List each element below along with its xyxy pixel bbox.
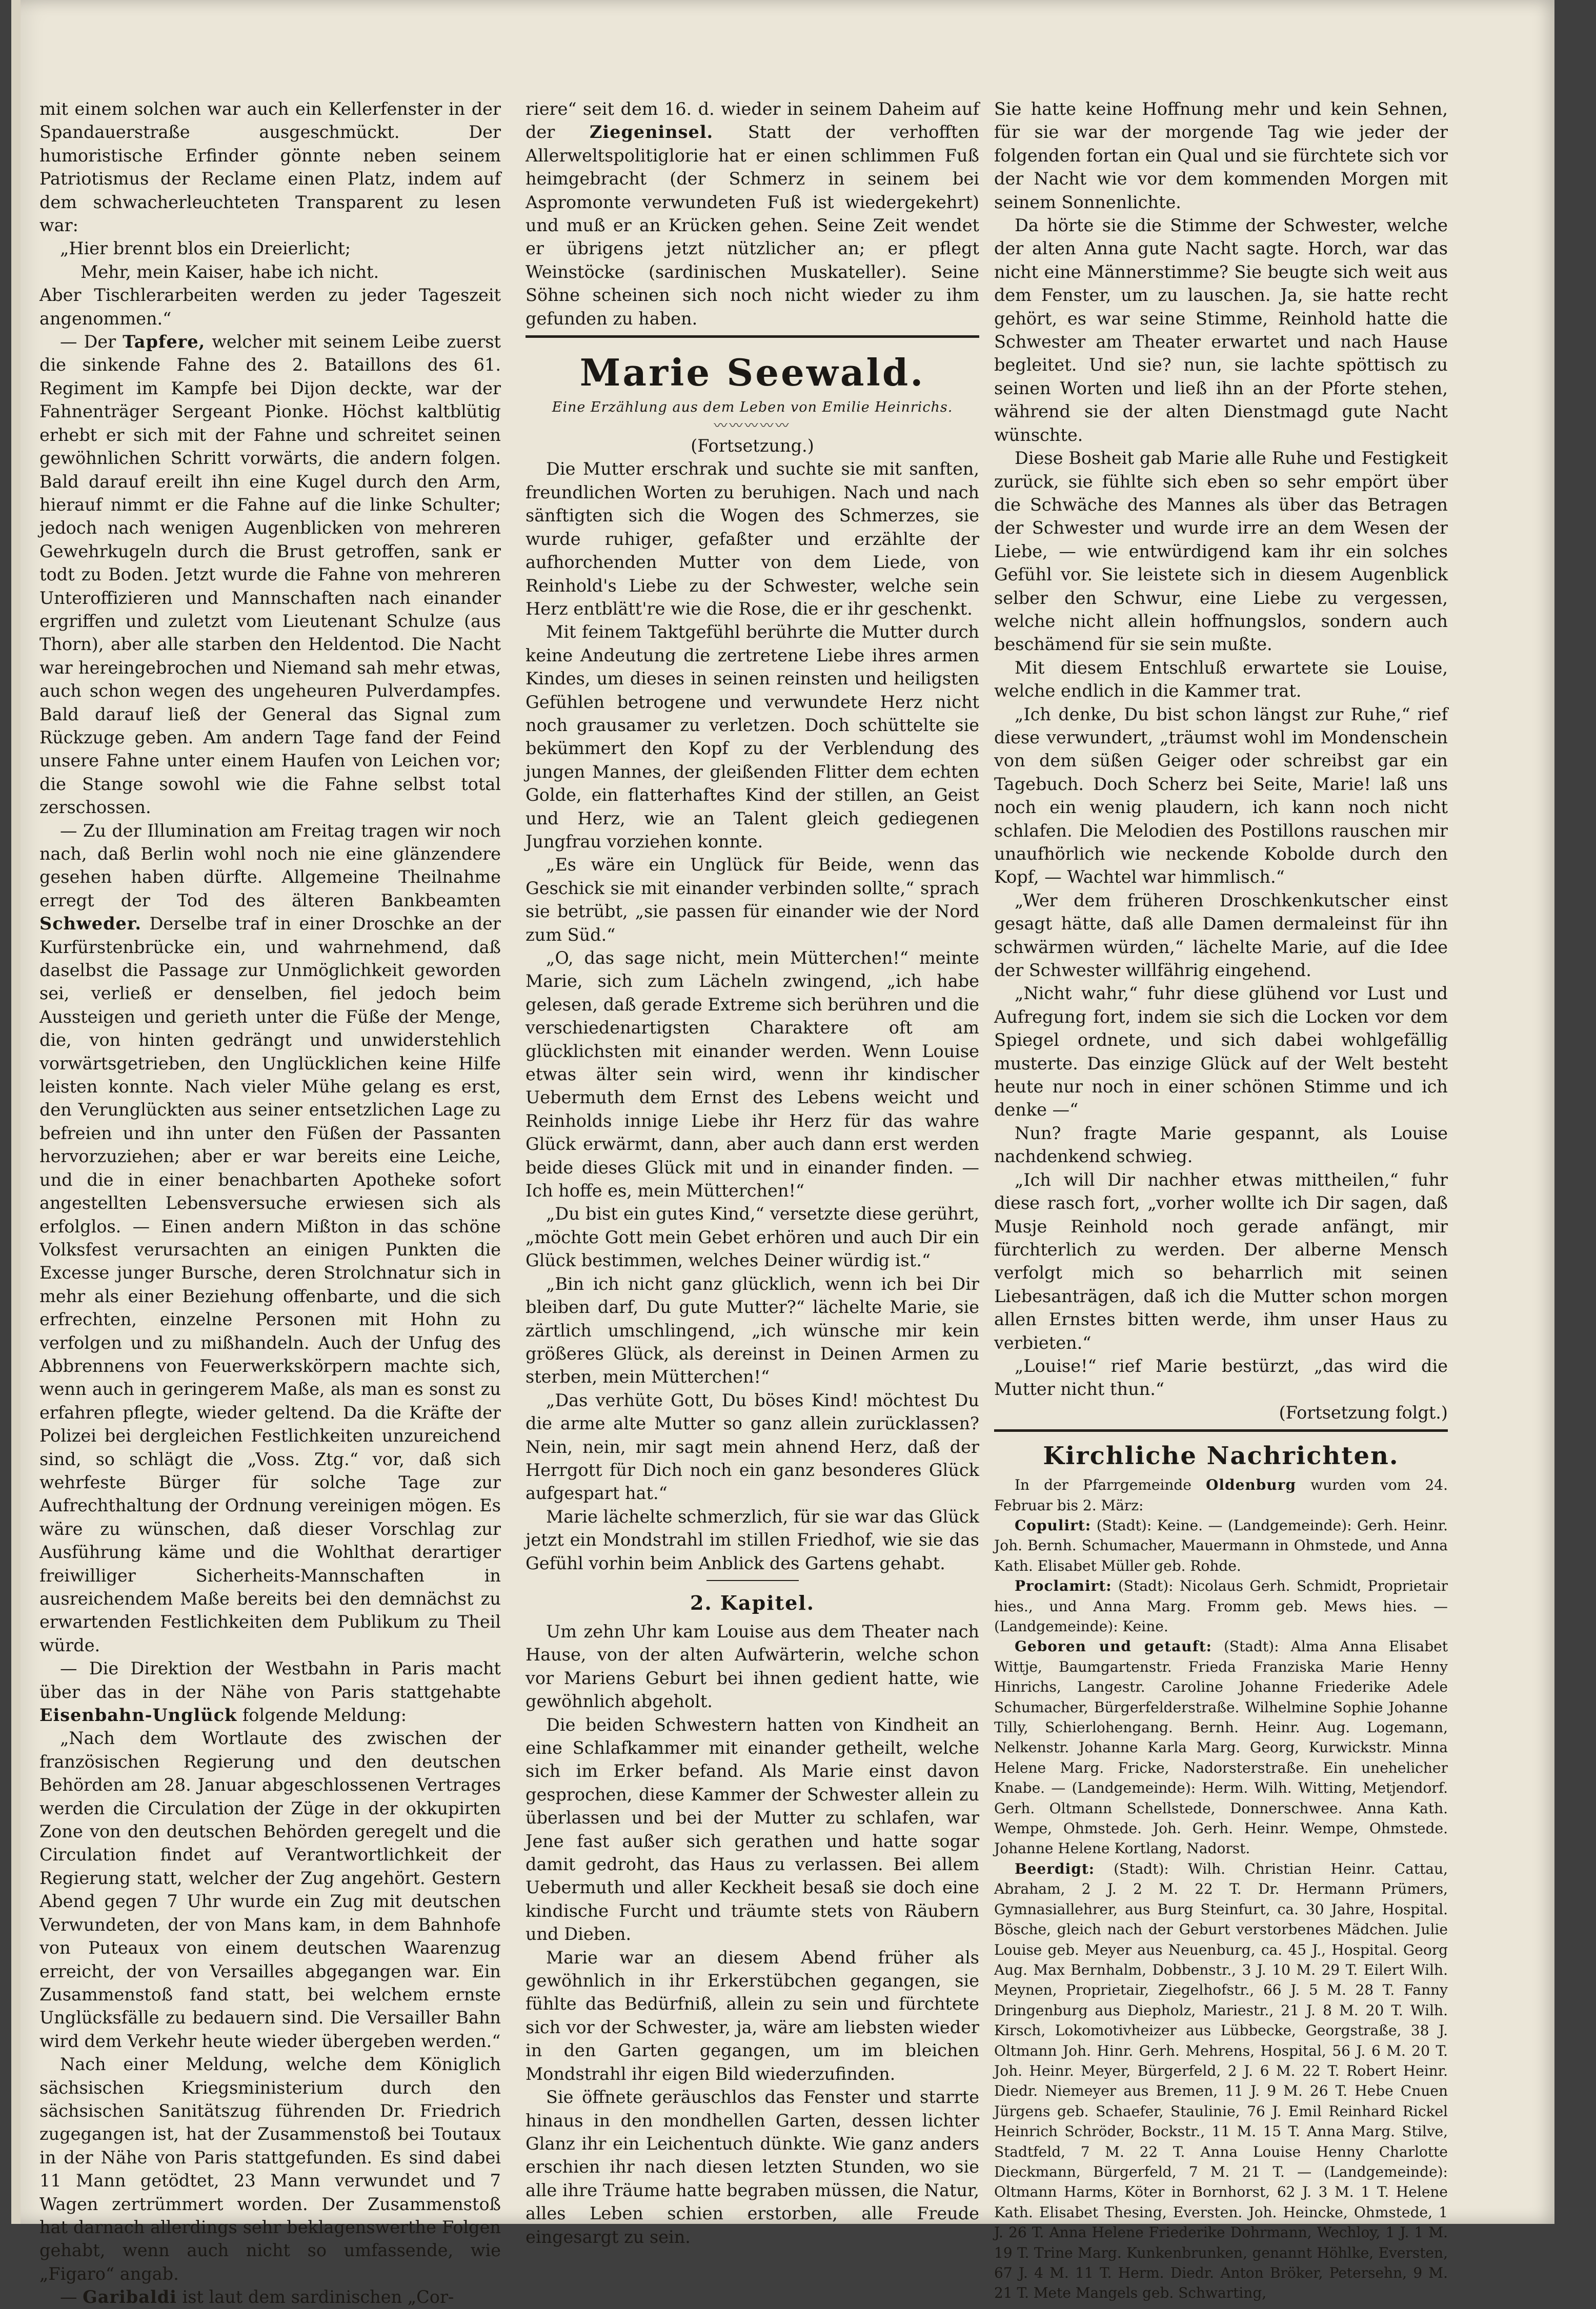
church-beerdigt-text: (Stadt): Wilh. Christian Heinr. Cattau, Abraham, 2 J. 2 M. 22 T. Dr. Hermann Prümers, Gymnasiallehrer, aus Burg Steinfurt, ca. 30 Jahre, Hospital. Bösche, gleich nach der Geburt verstorbenes Mädchen. Julie Louise geb. Meyer aus Neuenburg, ca. 45 J., Hospital. Georg Aug. Max Bernhalm, Dobbenstr., 3 J. 10 M. 29 T. Eilert Wilh. Meynen, Proprietair, Ziegelhofstr., 66 J. 5 M. 28 T. Fanny Dringenburg aus Diepholz, Mariestr., 21 J. 8 M. 20 T. Wilh. Kirsch, Lokomotivheizer aus Lübbecke, Georgstraße, 38 J. Oltmann Joh. Hinr. Gerh. Mehrens, Hospital, 56 J. 6 M. 20 T. Joh. Heinr. Meyer, Bürgerfeld, 2 J. 6 M. 22 T. Robert Heinr. Diedr. Niemeyer aus Bremen, 11 J. 9 M. 26 T. Hebe Cnuen Jürgens geb. Schaefer, Staulinie, 76 J. Emil Reinhard Rickel Heinrich Schröder, Bockstr., 11 M. 15 T. Anna Marg. Stilve, Stadtfeld, 7 M. 22 T. Anna Louise Henny Charlotte Dieckmann, Bürgerfeld, 7 M. 21 T. — (Landgemeinde): Oltmann Harms, Köter in Bornhorst, 62 J. 3 M. 1 T. Helene Kath. Elisabet Thesing, Eversten. Joh. Heincke, Ohmstede, 1 J. 26 T. Anna Helene Friederike Dohrmann, Wechloy, 1 J. 1 M. 19 T. Trine Marg. Kunkenbrunken, genannt Höhlke, Eversten, 67 J. 4 M. 11 T. Herm. Diedr. Anton Bröker, Petersehn, 9 M. 21 T. Mete Mangels geb. Schwarting, [994,1860,1448,2302]
article-garibaldi-body: ist laut dem sardinischen „Cor- [176,2287,454,2307]
column-middle [526,97,979,2249]
church-geboren-text: (Stadt): Alma Anna Elisabet Wittje, Baumgartenstr. Frieda Franziska Marie Henny Hinrichs, Langestr. Caroline Johanne Friederike Adele Schumacher, Bürgerfelderstraße. Wilhelmine Sophie Johanne Tilly, Schierlohengang. Bernh. Heinr. Aug. Logemann, Nelkenstr. Johanne Karla Marg. Georg, Kurwickstr. Minna Helene Marg. Fricke, Nadorsterstraße. Ein unehelicher Knabe. — (Landgemeinde): Herm. Wilh. Witting, Metjendorf. Gerh. Oltmann Schellstede, Donnerschwee. Anna Kath. Wempe, Ohmstede. Joh. Gerh. Heinr. Wempe, Ohmstede. Johanne Helene Kortlang, Nadorst. [994,1638,1448,1857]
story-paragraph: Marie lächelte schmerzlich, für sie war das Glück jetzt ein Mondstrahl im stillen Friedhof, wie sie das Gefühl vorhin beim Anblick des Gartens gehabt. [526,1506,979,1573]
church-intro-b: wurden vom 24. Februar bis 2. März: [994,1476,1448,1514]
label-copulirt: Copulirt: [1015,1516,1092,1534]
story-paragraph: „Es wäre ein Unglück für Beide, wenn das Geschick sie mit einander verbinden sollte,“ sprach sie betrübt, „sie passen für einander wie der Nord zum Süd.“ [526,855,979,945]
story-paragraph: Mit diesem Entschluß erwartete sie Louise, welche endlich in die Kammer trat. [994,657,1448,701]
story-paragraph: „O, das sage nicht, mein Mütterchen!“ meinte Marie, sich zum Lächeln zwingend, „ich habe gelesen, daß gerade Extreme sich berühren und die verschiedenartigsten Charaktere oft am glücklichsten mit einander werden. Wenn Louise etwas älter sein wird, wenn ihr kindischer Uebermuth dem Ernst des Lebens weicht und Reinholds innige Liebe ihr Herz für das wahre Glück erwärmt, dann, aber auch dann erst werden beide dieses Glück mit und in einander finden. — Ich hoffe es, mein Mütterchen!“ [526,948,979,1201]
article-garibaldi-body-b: Statt der verhofften Allerweltspolitiglorie hat er einen schlimmen Fuß heimgebracht (der Schmerz in seinem bei Aspromonte verwundeten Fuß ist wiedergekehrt) und muß er an Krücken gehen. Seine Zeit wendet er übrigens jetzt nützlicher an; er pflegt Weinstöcke (sardinischen Muskateller). Seine Söhne scheinen sich noch nicht wieder zu ihm gefunden zu haben. [526,122,979,329]
keyword-eisenbahn-unglueck: Eisenbahn-Unglück [39,1705,237,1726]
continuation-note: (Fortsetzung.) [691,436,814,456]
chapter-heading: 2. Kapitel. [690,1591,815,1614]
page-edge [11,0,21,2224]
church-geboren [994,1636,1448,1858]
story-paragraph: „Du bist ein gutes Kind,“ versetzte diese gerührt, „möchte Gott mein Gebet erhören und auch Dir ein Glück bestimmen, welches Deiner würdig ist.“ [526,1204,979,1271]
label-geboren: Geboren und getauft: [1015,1638,1212,1655]
church-copulirt-text: (Stadt): Keine. — (Landgemeinde): Gerh. Heinr. Joh. Bernh. Schumacher, Mauermann in Ohmstede, und Anna Kath. Elisabet Müller geb. Rohde. [994,1516,1448,1574]
newspaper-page [11,0,1554,2307]
story-paragraph: „Wer dem früheren Droschkenkutscher einst gesagt hätte, daß alle Damen dermaleinst für ihn schwärmen würden,“ lächelte Marie, auf die Idee der Schwester willfährig eingehend. [994,890,1448,981]
keyword-schweder: Schweder. [39,914,142,934]
keyword-oldenburg: Oldenburg [1206,1476,1297,1494]
story-paragraph: „Ich will Dir nachher etwas mittheilen,“ fuhr diese rasch fort, „vorher wollte ich Dir sagen, daß Musje Reinhold noch gerade anfängt, mir fürchterlich zu werden. Der alberne Mensch verfolgt mich so beharrlich mit seinen Liebesanträgen, daß ich die Mutter schon morgen allen Ernstes bitten werde, ihm unser Haus zu verbieten.“ [994,1169,1448,1353]
article-lead: — [60,2287,83,2307]
story-paragraph: Nun? fragte Marie gespannt, als Louise nachdenkend schwieg. [994,1123,1448,1167]
label-proclamirt: Proclamirt: [1015,1577,1112,1595]
story-title: Marie Seewald. [579,351,925,395]
story-subtitle: Eine Erzählung aus dem Leben von Emilie Heinrichs. [552,399,953,416]
article-tapfere [39,330,501,819]
paragraph-tischlerarbeiten: Aber Tischlerarbeiten werden zu jeder Tageszeit angenommen.“ [39,285,501,329]
article-westbahn-saxon: Nach einer Meldung, welche dem Königlich sächsischen Kriegsministerium durch den sächsischen Sanitätszug führenden Dr. Friedrich zugegangen ist, hat der Zusammenstoß bei Toutaux in der Nähe von Paris stattgefunden. Es sind dabei 11 Mann getödtet, 23 Mann verwundet und 7 Wagen zertrümmert worden. Der Zusammenstoß hat darnach allerdings sehr beklagenswerthe Folgen gehabt, wenn auch nicht so umfassende, wie „Figaro“ angab. [39,2054,501,2284]
story-paragraph: „Ich denke, Du bist schon längst zur Ruhe,“ rief diese verwundert, „träumst wohl im Mondenschein von dem süßen Geiger oder schreibst gar ein Tagebuch. Doch Scherz bei Seite, Marie! laß uns noch ein wenig plaudern, ich kann noch nicht schlafen. Die Melodien des Postillons rauschen mir unaufhörlich wie neckende Kobolde durch den Kopf, — Wachtel war himmlisch.“ [994,704,1448,887]
keyword-ziegeninsel: Ziegeninsel. [589,122,714,143]
article-garibaldi [39,2285,501,2308]
church-intro-a: In der Pfarrgemeinde [1015,1476,1206,1494]
church-news-intro [994,1475,1448,1515]
article-westbahn-body-b: folgende Meldung: [237,1705,407,1726]
story-paragraph: Die Mutter erschrak und suchte sie mit sanften, freundlichen Worten zu beruhigen. Nach und nach sänftigten sich die Wogen des Schmerzes, sie wurde ruhiger, gefaßter und erzählte der aufhorchenden Mutter von dem Liede, von Reinhold's Liebe zu der Schwester, welche sein Herz entblätt're wie die Rose, die er ihr geschenkt. [526,459,979,619]
section-divider [994,1429,1448,1432]
church-news-title: Kirchliche Nachrichten. [1043,1442,1399,1471]
article-illumination [39,819,501,1657]
ornament-divider: 〰〰〰〰〰 [714,418,791,434]
story-paragraph: Mit feinem Taktgefühl berührte die Mutter durch keine Andeutung die zertretene Liebe ihres armen Kindes, um dieses in seinen reinsten und heiligsten Gefühlen betrogene und verwundete Herz nicht noch grausamer zu verletzen. Doch schüttelte sie bekümmert den Kopf zu der Verblendung des jungen Mannes, der gleißenden Flitter dem echten Golde, ein flatterhaftes Kind der stillen, an Geist und Herz, wie an Talent gleich gediegenen Jungfrau vorziehen konnte. [526,622,979,852]
article-illumination-body-a: — Zu der Illumination am Freitag tragen wir noch nach, daß Berlin wohl noch nie eine glänzendere gesehen haben dürfte. Allgemeine Theilnahme erregt der Tod des älteren Bankbeamten [39,820,501,910]
keyword-tapfere: Tapfere, [123,332,206,352]
article-garibaldi-continued [526,97,979,330]
article-lead: — Der [60,332,123,352]
story-paragraph: Marie war an diesem Abend früher als gewöhnlich in ihr Erkerstübchen gegangen, sie fühlte das Bedürfniß, allein zu sein und fürchtete sich vor der Schwester, ja, wäre am liebsten wieder in den Garten gegangen, um im bleichen Mondstrahl ihr eigen Bild wiederzufinden. [526,1947,979,2084]
article-westbahn-body-a: — Die Direktion der Westbahn in Paris macht über das in der Nähe von Paris stattgehabte [39,1658,501,1702]
article-westbahn-quote: „Nach dem Wortlaute des zwischen der französischen Regierung und den deutschen Behörden am 28. Januar abgeschlossenen Vertrages werden die Circulation der Züge in der okkupirten Zone von den deutschen Behörden geregelt und die Circulation findet auf Verantwortlichkeit der Regierung statt, welcher der Zug angehört. Gestern Abend gegen 7 Uhr wurde ein Zug mit deutschen Verwundeten, der von Mans kam, in dem Bahnhofe von Puteaux von einem deutschen Waarenzug erreicht, der von Versailles abgegangen war. Ein Zusammenstoß fand statt, bei welchem ernste Unglücksfälle zu bedauern sind. Die Versailler Bahn wird dem Verkehr heute wieder übergeben werden.“ [39,1728,501,2051]
verse-line-1: „Hier brennt blos ein Dreierlicht; [60,238,351,259]
verse-line-2: Mehr, mein Kaiser, habe ich nicht. [80,261,379,282]
story-paragraph: Um zehn Uhr kam Louise aus dem Theater nach Hause, von der alten Aufwärterin, welche schon vor Mariens Geburt bei ihnen gedient hatte, wie gewöhnlich abgeholt. [526,1621,979,1712]
article-illumination-body-b: Derselbe traf in einer Droschke an der Kurfürstenbrücke ein, und wahrnehmend, daß daselbst die Passage zur Unmöglichkeit geworden sei, verließ er denselben, fiel jedoch beim Aussteigen und gerieth unter die Füße der Menge, die, von hinten gedrängt und unwiderstehlich vorwärtsgetrieben, den Unglücklichen keine Hilfe leisten konnte. Nach vieler Mühe gelang es erst, den Verunglückten aus seiner entsetzlichen Lage zu befreien und ihn unter den Füßen der Passanten hervorzuziehen; aber er war bereits eine Leiche, und die in einer benachbarten Apotheke sofort angestellten Lebensversuche erwiesen sich als erfolglos. — Einen andern Mißton in das schöne Volksfest verursachten an einigen Punkten die Excesse junger Bursche, deren Strolchnatur sich in mehr als einer Beziehung offenbarte, und die sich erfrechten, einzelne Personen mit Hohn zu verfolgen und zu mißhandeln. Auch der Unfug des Abbrennens von Feuerwerkskörpern machte sich, wenn auch in geringerem Maße, als man es sonst zu erfahren pflegte, wieder geltend. Da die Kräfte der Polizei bei dergleichen Festlichkeiten unzureichend sind, so schlägt die „Voss. Ztg.“ vor, daß sich wehrfeste Bürger für solche Tage zur Aufrechthaltung der Ordnung vereinigen mögen. Es wäre zu wünschen, daß dieser Vorschlag zur Ausführung käme und die Wohlthat derartiger freiwilliger Sicherheits-Mannschaften in ausreichendem Maße bereits bei den demnächst zu erwartenden Festlichkeiten dem Publikum zu Theil würde. [39,914,501,1655]
article-tapfere-body: welcher mit seinem Leibe zuerst die sinkende Fahne des 2. Bataillons des 61. Regiment im Kampfe bei Dijon deckte, war der Fahnenträger Sergeant Pionke. Höchst kaltblütig erhebt er sich mit der Fahne und schreitet seinen gewöhnlichen Schritt vorwärts, die andern folgen. Bald darauf ereilt ihn eine Kugel durch den Arm, hierauf nimmt er die Fahne auf die linke Schulter; jedoch nach wenigen Augenblicken von mehreren Gewehrkugeln durch die Brust getroffen, sank er todt zu Boden. Jetzt wurde die Fahne von mehreren Unteroffizieren und Mannschaften nach einander ergriffen und zuletzt vom Lieutenant Schulze (aus Thorn), aber alle starben den Heldentod. Die Nacht war hereingebrochen und Niemand sah mehr etwas, auch schon wegen des ungeheuren Pulverdampfes. Bald darauf ließ der General das Signal zum Rückzuge geben. Am andern Tage fand der Feind unsere Fahne unter einem Haufen von Leichen vor; die Stange sowohl wie die Fahne selbst total zerschossen. [39,332,501,818]
church-copulirt [994,1515,1448,1576]
church-news-body [994,1475,1448,2303]
chapter-divider [706,1580,799,1581]
keyword-garibaldi: Garibaldi [83,2287,177,2307]
article-westbahn [39,1657,501,1727]
story-paragraph: Sie hatte keine Hoffnung mehr und kein Sehnen, für sie war der morgende Tag wie jeder der folgenden fortan ein Qual und sie fürchtete sich vor der Nacht wie vor dem kommenden Morgen mit seinem Sonnenlichte. [994,99,1448,212]
section-divider [526,335,979,338]
story-paragraph: „Das verhüte Gott, Du böses Kind! möchtest Du die arme alte Mutter so ganz allein zurücklassen? Nein, nein, mir sagt mein ahnend Herz, daß der Herrgott für Dich noch ein ganz besonderes Glück aufgespart hat.“ [526,1390,979,1504]
story-paragraph: Sie öffnete geräuschlos das Fenster und starrte hinaus in den mondhellen Garten, dessen lichter Glanz ihr ein Leichentuch dünkte. Wie ganz anders erschien ihr nach diesen letzten Stunden, wo sie alle ihre Träume hatte begraben müssen, die Natur, alles Leben schien erstorben, alle Freude eingesargt zu sein. [526,2087,979,2247]
article-garibaldi-body-a: riere“ seit dem 16. d. wieder in seinem Daheim auf der [526,99,979,143]
story-paragraph: „Bin ich nicht ganz glücklich, wenn ich bei Dir bleiben darf, Du gute Mutter?“ lächelte Marie, sie zärtlich umschlingend, „ich wünsche mir kein größeres Glück, als dereinst in Deinen Armen zu sterben, mein Mütterchen!“ [526,1273,979,1387]
story-paragraph: Diese Bosheit gab Marie alle Ruhe und Festigkeit zurück, sie fühlte sich eben so sehr empört über die Schwäche des Mannes als über das Betragen der Schwester und wurde irre an dem Wesen der Liebe, — wie entwürdigend kam ihr ein solches Gefühl vor. Sie leistete sich in diesem Augenblick selber den Schwur, eine Liebe zu vergessen, welche nicht allein hoffnungslos, sondern auch beschämend für sie sein mußte. [994,448,1448,655]
story-paragraph: „Louise!“ rief Marie bestürzt, „das wird die Mutter nicht thun.“ [994,1355,1448,1400]
to-be-continued-note: (Fortsetzung folgt.) [1279,1402,1448,1423]
church-proclamirt [994,1576,1448,1636]
column-right [994,97,1448,2303]
church-proclamirt-text: (Stadt): Nicolaus Gerh. Schmidt, Proprietair hies., und Anna Marg. Fromm geb. Mews hies. — (Landgemeinde): Keine. [994,1577,1448,1635]
story-paragraph: Die beiden Schwestern hatten von Kindheit an eine Schlafkammer mit einander getheilt, welche sich im Erker befand. Als Marie einst davon gesprochen, diese Kammer der Schwester allein zu überlassen und bei der Mutter zu schlafen, war Jene fast außer sich gerathen und hatte sogar damit gedroht, das Haus zu verlassen. Bei allem Uebermuth und aller Keckheit besaß sie doch eine kindische Furcht und träumte stets von Räubern und Dieben. [526,1714,979,1945]
column-left [39,97,501,2309]
label-beerdigt: Beerdigt: [1015,1860,1095,1877]
church-beerdigt [994,1859,1448,2303]
story-paragraph: Da hörte sie die Stimme der Schwester, welche der alten Anna gute Nacht sagte. Horch, war das nicht eine Männerstimme? Sie beugte sich weit aus dem Fenster, um zu lauschen. Ja, sie hatte recht gehört, es war seine Stimme, Reinhold hatte die Schwester am Theater erwartet und nach Hause begleitet. Und sie? nun, sie lachte spöttisch zu seinen Worten und ließ ihn an der Pforte stehen, während sie der alten Dienstmagd gute Nacht wünschte. [994,215,1448,445]
story-paragraph: „Nicht wahr,“ fuhr diese glühend vor Lust und Aufregung fort, indem sie sich die Locken vor dem Spiegel ordnete, und sich dabei wohlgefällig musterte. Das einzige Glück auf der Welt besteht heute nur noch in einer schönen Stimme und ich denke —“ [994,983,1448,1120]
paragraph-illumination-reclame: mit einem solchen war auch ein Kellerfenster in der Spandauerstraße ausgeschmückt. Der humoristische Erfinder gönnte neben seinem Patriotismus der Reclame einen Platz, indem auf dem schwacherleuchteten Transparent zu lesen war: [39,99,501,236]
